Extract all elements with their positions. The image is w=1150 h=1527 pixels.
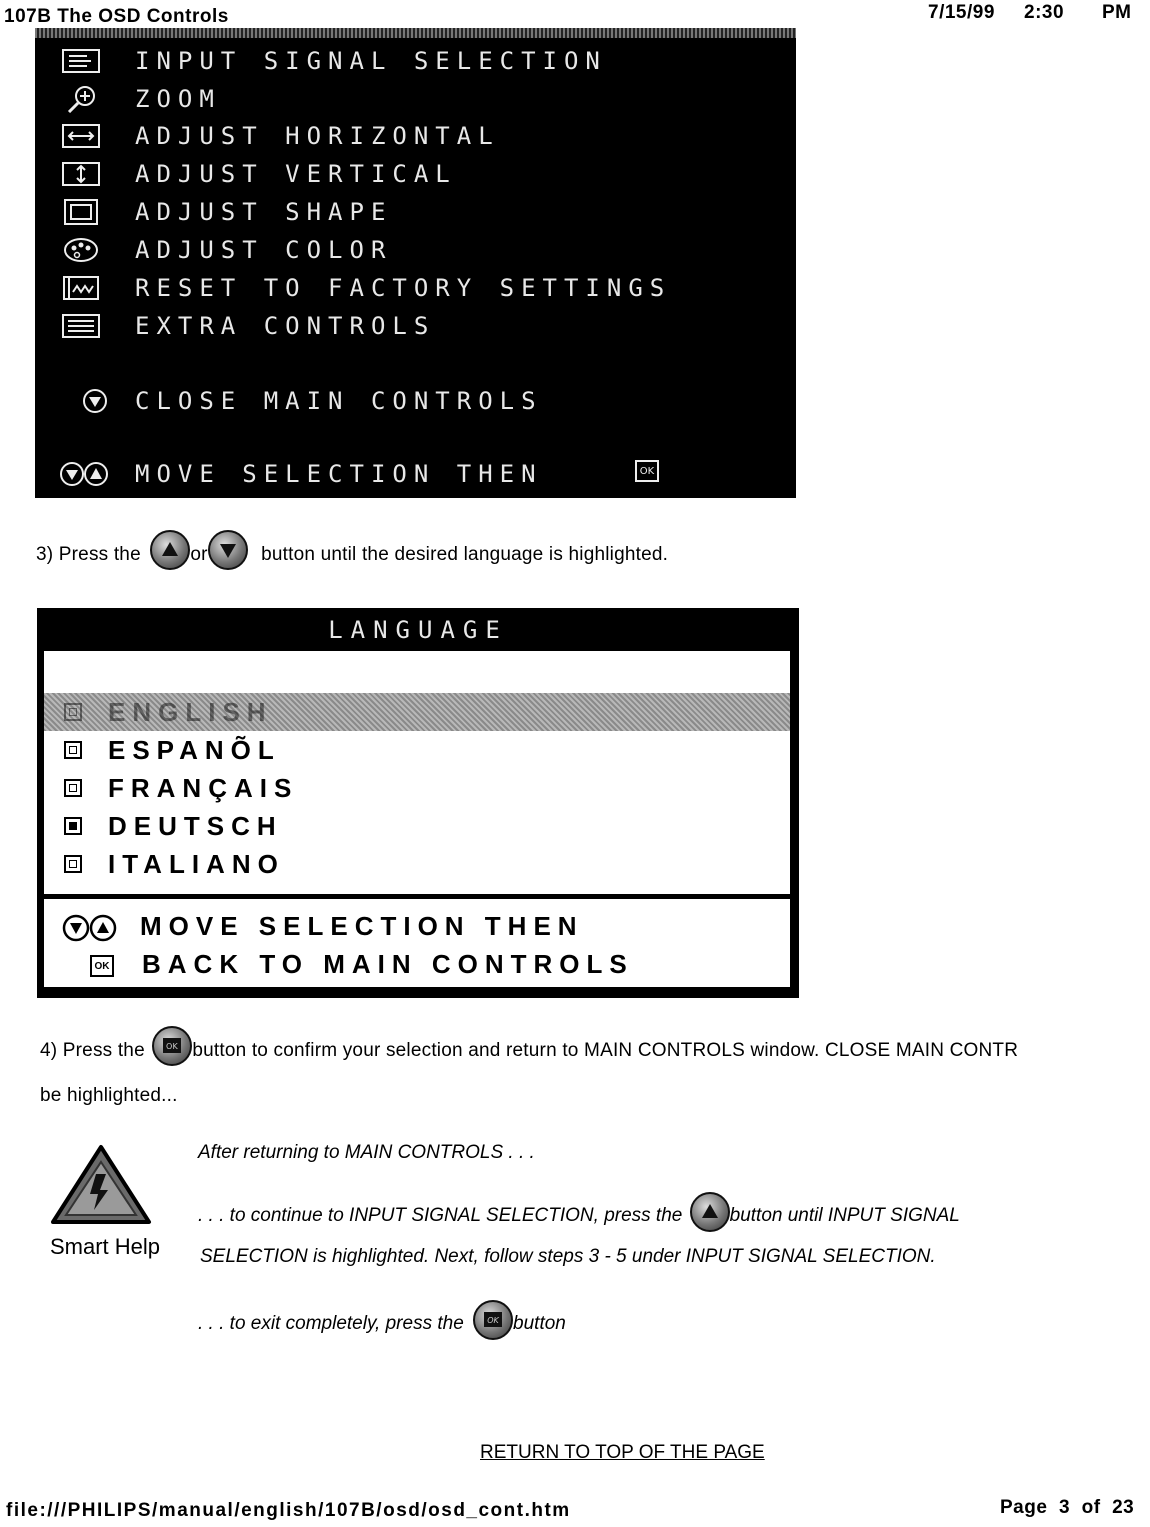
language-option-francais[interactable]	[64, 770, 298, 806]
menu-label: INPUT SIGNAL SELECTION	[135, 47, 607, 75]
down-up-arrows-icon	[62, 913, 118, 948]
up-button-icon	[690, 1192, 730, 1232]
menu-label: ADJUST COLOR	[135, 236, 393, 264]
menu-label: ZOOM	[135, 85, 221, 113]
menu-label: RESET TO FACTORY SETTINGS	[135, 274, 672, 302]
checkbox-icon	[64, 779, 82, 797]
language-option-espanol[interactable]	[64, 732, 281, 768]
footer-back-to-main: BACK TO MAIN CONTROLS	[142, 949, 634, 979]
step-3-text	[36, 540, 668, 570]
smart-help-exit-pre: . . . to exit completely, press the	[198, 1313, 464, 1335]
menu-label: ADJUST SHAPE	[135, 198, 393, 226]
smart-help-continue-pre: . . . to continue to INPUT SIGNAL SELECTION, press the	[198, 1205, 683, 1227]
language-panel-footer	[44, 899, 790, 987]
language-panel-title: LANGUAGE	[328, 616, 508, 644]
input-signal-icon	[59, 47, 103, 75]
close-main-controls-label: CLOSE MAIN CONTROLS	[135, 387, 543, 415]
menu-label: ADJUST HORIZONTAL	[135, 122, 500, 150]
print-time: 2:30	[1024, 2, 1065, 23]
up-button-icon	[150, 530, 190, 570]
print-ampm: PM	[1102, 2, 1132, 23]
print-date: 7/15/99	[928, 2, 995, 23]
factory-reset-icon	[59, 274, 103, 302]
step-4-pre: 4) Press the	[40, 1040, 145, 1062]
checkbox-icon	[64, 703, 82, 721]
footer-move-selection: MOVE SELECTION THEN	[140, 911, 584, 941]
document-title: 107B The OSD Controls	[4, 6, 229, 27]
language-option-deutsch[interactable]	[64, 808, 283, 844]
step-3-post: button until the desired language is highlighted.	[261, 544, 669, 566]
svg-text:OK: OK	[166, 1042, 179, 1051]
vertical-arrows-icon	[59, 160, 103, 188]
checkbox-icon	[64, 741, 82, 759]
step-4-text	[40, 1036, 1018, 1066]
smart-help-triangle-icon	[50, 1144, 152, 1231]
language-osd	[37, 608, 799, 998]
move-selection-label: MOVE SELECTION THEN	[135, 460, 543, 488]
zoom-icon	[59, 85, 103, 113]
language-label: ITALIANO	[108, 848, 285, 879]
page-number: Page 3 of 23	[1000, 1497, 1135, 1518]
smart-help-label: Smart Help	[50, 1234, 161, 1259]
language-label: DEUTSCH	[108, 810, 283, 841]
checked-checkbox-icon	[64, 817, 82, 835]
return-to-top-link[interactable]: RETURN TO TOP OF THE PAGE	[480, 1442, 765, 1463]
file-path: file:///PHILIPS/manual/english/107B/osd/osd_cont.htm	[6, 1500, 571, 1521]
extra-controls-icon	[59, 312, 103, 340]
smart-help-continue	[198, 1200, 960, 1232]
ok-button-icon	[473, 1300, 513, 1340]
language-label: ENGLISH	[108, 696, 273, 727]
language-list	[44, 651, 790, 894]
menu-label: EXTRA CONTROLS	[135, 312, 436, 340]
main-controls-osd	[35, 28, 796, 498]
horizontal-arrows-icon	[59, 122, 103, 150]
shape-icon	[59, 198, 103, 226]
ok-icon: OK	[635, 460, 659, 482]
smart-help-exit	[198, 1308, 566, 1340]
down-up-arrows-icon	[57, 460, 113, 488]
smart-help-exit-post: button	[513, 1313, 566, 1335]
down-button-icon	[208, 530, 248, 570]
smart-help-intro: After returning to MAIN CONTROLS . . .	[198, 1142, 535, 1163]
step-3-or: or	[190, 544, 208, 566]
language-label: FRANÇAIS	[108, 772, 299, 803]
language-option-italiano[interactable]	[64, 846, 285, 882]
language-label: ESPANÕL	[108, 734, 281, 765]
step-4-post: button to confirm your selection and return to MAIN CONTROLS window. CLOSE MAIN CONTR	[192, 1040, 1019, 1062]
down-arrow-button-icon	[81, 387, 109, 415]
step-4-line2: be highlighted...	[40, 1085, 178, 1106]
color-palette-icon	[59, 236, 103, 264]
smart-help-continue-line2: SELECTION is highlighted. Next, follow steps 3 - 5 under INPUT SIGNAL SELECTION.	[200, 1246, 936, 1267]
checkbox-icon	[64, 855, 82, 873]
smart-help-continue-post: button until INPUT SIGNAL	[729, 1205, 960, 1227]
svg-text:OK: OK	[487, 1316, 499, 1325]
ok-icon: OK	[90, 955, 114, 977]
language-option-english[interactable]	[64, 694, 273, 730]
scan-noise-strip	[35, 28, 796, 38]
menu-label: ADJUST VERTICAL	[135, 160, 457, 188]
step-3-pre: 3) Press the	[36, 544, 141, 566]
ok-button-icon	[152, 1026, 192, 1066]
